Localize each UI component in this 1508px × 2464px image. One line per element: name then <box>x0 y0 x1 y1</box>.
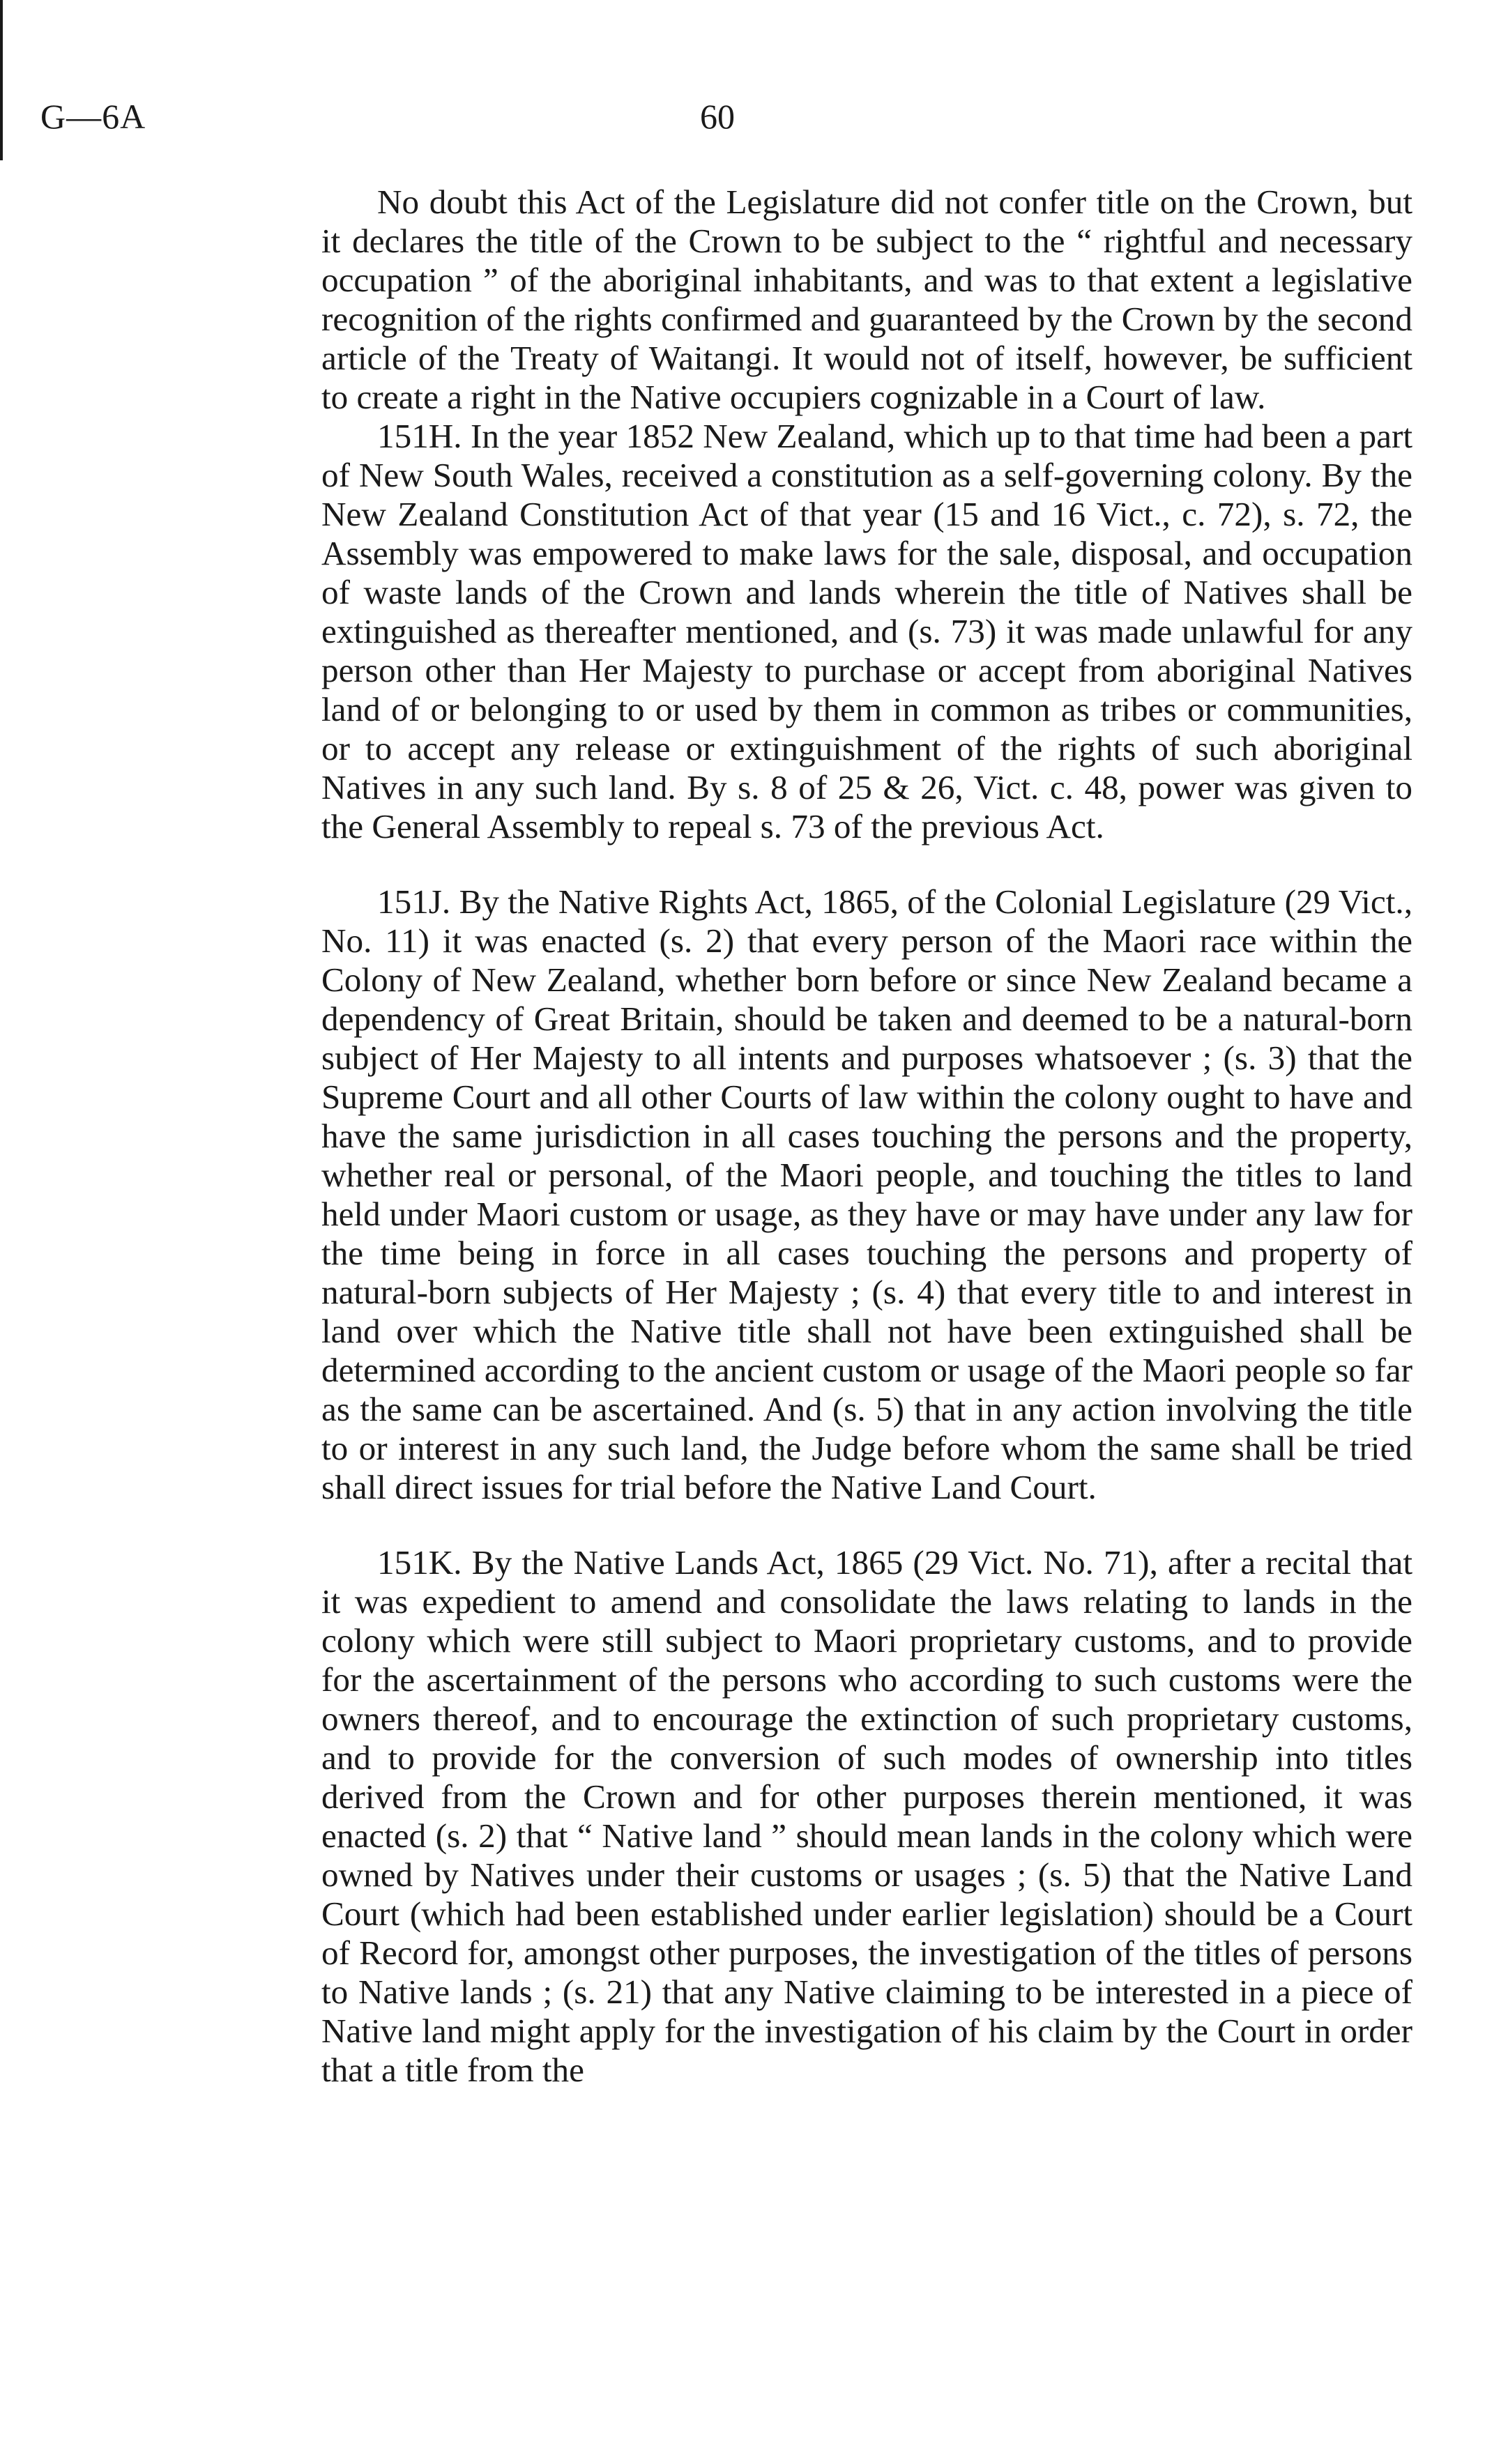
paragraph-151h <box>321 417 1412 846</box>
paragraph-151k <box>321 1543 1412 2090</box>
paragraph-text: By the Native Lands Act, 1865 (29 Vict. No. 71), after a recital that it was expedient to amend and consolidate the laws relating to lands in the colony which were still subject to Maori proprietary customs, and to provide for the ascertainment of the persons who according to such customs were the owners thereof, and to encourage the extinction of such proprietary customs, and to provide for the conversion of such modes of ownership into titles derived from the Crown and for other purposes therein mentioned, it was enacted (s. 2) that “ Native land ” should mean lands in the colony which were owned by Natives under their customs or usages ; (s. 5) that the Native Land Court (which had been established under earlier legislation) should be a Court of Record for, amongst other purposes, the investigation of the titles of persons to Native lands ; (s. 21) that any Native claiming to be interested in a piece of Native land might apply for the investigation of his claim by the Court in order that a title from the <box>321 1543 1413 2089</box>
section-number: 151K. <box>377 1543 462 1582</box>
page-edge-rule <box>0 0 3 160</box>
section-number: 151J. <box>377 882 451 921</box>
paragraph-151j <box>321 882 1412 1507</box>
document-reference: G—6A <box>40 97 146 136</box>
section-number: 151H. <box>377 417 462 455</box>
paragraph-text: No doubt this Act of the Legislature did not confer title on the Crown, but it declares the title of the Crown to be subject to the “ rightful and necessary occupation ” of the aboriginal inhabitants, and was to that extent a legislative recognition of the rights confirmed and guaranteed by the Crown by the second article of the Treaty of Waitangi. It would not of itself, however, be sufficient to create a right in the Native occupiers cognizable in a Court of law. <box>321 183 1412 416</box>
paragraph-text: By the Native Rights Act, 1865, of the Colonial Legislature (29 Vict., No. 11) it was enacted (s. 2) that every person of the Maori race within the Colony of New Zealand, whether born before or since New Zealand became a dependency of Great Britain, should be taken and deemed to be a natural-born subject of Her Majesty to all intents and purposes whatsoever ; (s. 3) that the Supreme Court and all other Courts of law within the colony ought to have and have the same jurisdiction in all cases touching the persons and the property, whether real or personal, of the Maori people, and touching the titles to land held under Maori custom or usage, as they have or may have under any law for the time being in force in all cases touching the persons and property of natural-born subjects of Her Majesty ; (s. 4) that every title to and interest in land over which the Native title shall not have been extinguished shall be determined according to the ancient custom or usage of the Maori people so far as the same can be ascertained. And (s. 5) that in any action involving the title to or interest in any such land, the Judge before whom the same shall be tried shall direct issues for trial before the Native Land Court. <box>321 882 1412 1506</box>
paragraph-intro <box>321 183 1412 417</box>
paragraph-text: In the year 1852 New Zealand, which up to that time had been a part of New South Wales, received a constitution as a self-governing colony. By the New Zealand Constitution Act of that year (15 and 16 Vict., c. 72), s. 72, the Assembly was empowered to make laws for the sale, disposal, and occupation of waste lands of the Crown and lands wherein the title of Natives shall be extinguished as thereafter mentioned, and (s. 73) it was made unlawful for any person other than Her Majesty to purchase or accept from aboriginal Natives land of or belonging to or used by them in common as tribes or communities, or to accept any release or extinguishment of the rights of such aboriginal Natives in any such land. By s. 8 of 25 & 26, Vict. c. 48, power was given to the General Assembly to repeal s. 73 of the previous Act. <box>321 417 1413 845</box>
body-text <box>321 183 1412 2090</box>
page-number: 60 <box>700 97 735 136</box>
